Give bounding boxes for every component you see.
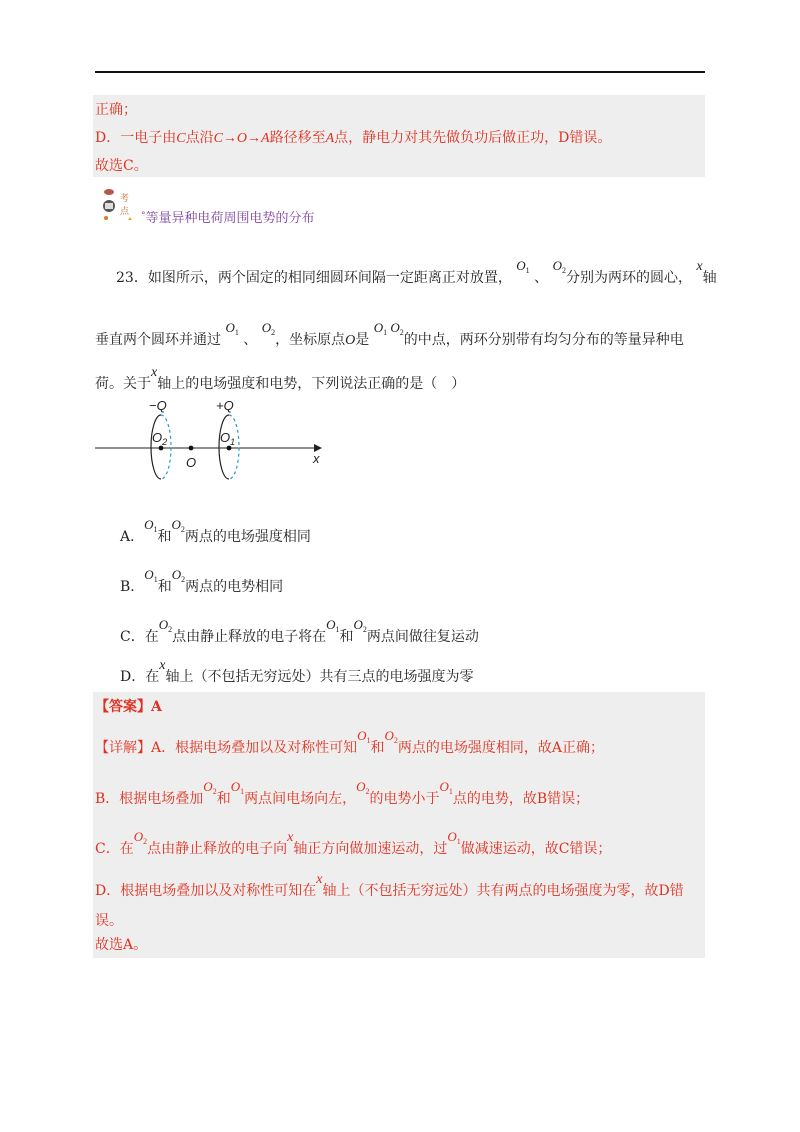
option-d: D．在x轴上（不包括无穷远处）共有三点的电场强度为零 <box>120 658 474 685</box>
prev-solution-line2: D．一电子由C点沿C→O→A路径移至A点，静电力对其先做负功后做正功，D错误。 <box>95 130 612 146</box>
header-rule <box>95 71 705 73</box>
symbol-o1o2: $O_1$ $O_2$ <box>373 320 404 337</box>
label-minus-q: −Q <box>149 398 167 413</box>
label-o1: $O_1$ <box>220 430 236 447</box>
label-origin: O <box>186 455 197 470</box>
question-line3: 荷。关于x轴上的电场强度和电势，下列说法正确的是（ ） <box>95 365 466 392</box>
label-x-axis: x <box>313 451 320 466</box>
symbol-o2: $O_2$ <box>552 258 566 275</box>
label-plus-q: +Q <box>216 398 234 413</box>
kaodian-badge-top: 考 <box>120 194 130 204</box>
symbol-x: x <box>151 365 158 380</box>
prev-solution-line1: 正确； <box>95 102 137 118</box>
detail-line3: C．在$O_2$点由静止释放的电子向x轴正方向做加速运动，过$O_1$做减速运动，故C错误； <box>95 829 612 857</box>
question-line2: 垂直两个圆环并通过 $O_1$ 、 $O_2$，坐标原点O是 $O_1$ $O_2$的中点，两环分别带有均匀分布的等量异种电 <box>95 320 684 348</box>
kaodian-badge-bottom: 点 <box>120 207 130 217</box>
symbol-o1: $O_1$ <box>225 320 239 337</box>
detail-line4: D．根据电场叠加以及对称性可知在x轴上（不包括无穷远处）共有两点的电场强度为零，故D错 <box>95 872 684 899</box>
kaodian-title: °等量异种电荷周围电势的分布 <box>141 211 315 226</box>
final-answer: 故选A。 <box>95 937 148 953</box>
detail-line4-wrap: 误。 <box>95 913 123 929</box>
option-a: A．$O_1$和$O_2$两点的电场强度相同 <box>120 517 311 545</box>
answer-label: 【答案】A <box>95 699 162 715</box>
symbol-o2: $O_2$ <box>261 320 276 337</box>
option-c: C．在$O_2$点由静止释放的电子将在$O_1$和$O_2$两点间做往复运动 <box>120 617 479 645</box>
rings-figure <box>95 395 330 487</box>
answer-box <box>93 692 705 958</box>
symbol-o1: $O_1$ <box>516 258 530 275</box>
detail-line2: B．根据电场叠加$O_2$和$O_1$两点间电场向左，$O_2$的电势小于$O_1$点的电势，故B错误； <box>95 779 590 807</box>
label-o2: $O_2$ <box>152 430 168 447</box>
symbol-x: x <box>696 259 703 274</box>
detail-line1: 【详解】A．根据电场叠加以及对称性可知$O_1$和$O_2$两点的电场强度相同，故A正确； <box>95 728 605 756</box>
option-b: B．$O_1$和$O_2$两点的电势相同 <box>120 567 284 595</box>
prev-solution-line3: 故选C。 <box>95 158 148 174</box>
kaodian-badge-icon <box>100 186 136 226</box>
point-o <box>189 446 194 451</box>
question-line1: 23．如图所示，两个固定的相同细圆环间隔一定距离正对放置， $O_1$ 、 $O_2$分别为两环的圆心， x轴 <box>116 258 717 286</box>
